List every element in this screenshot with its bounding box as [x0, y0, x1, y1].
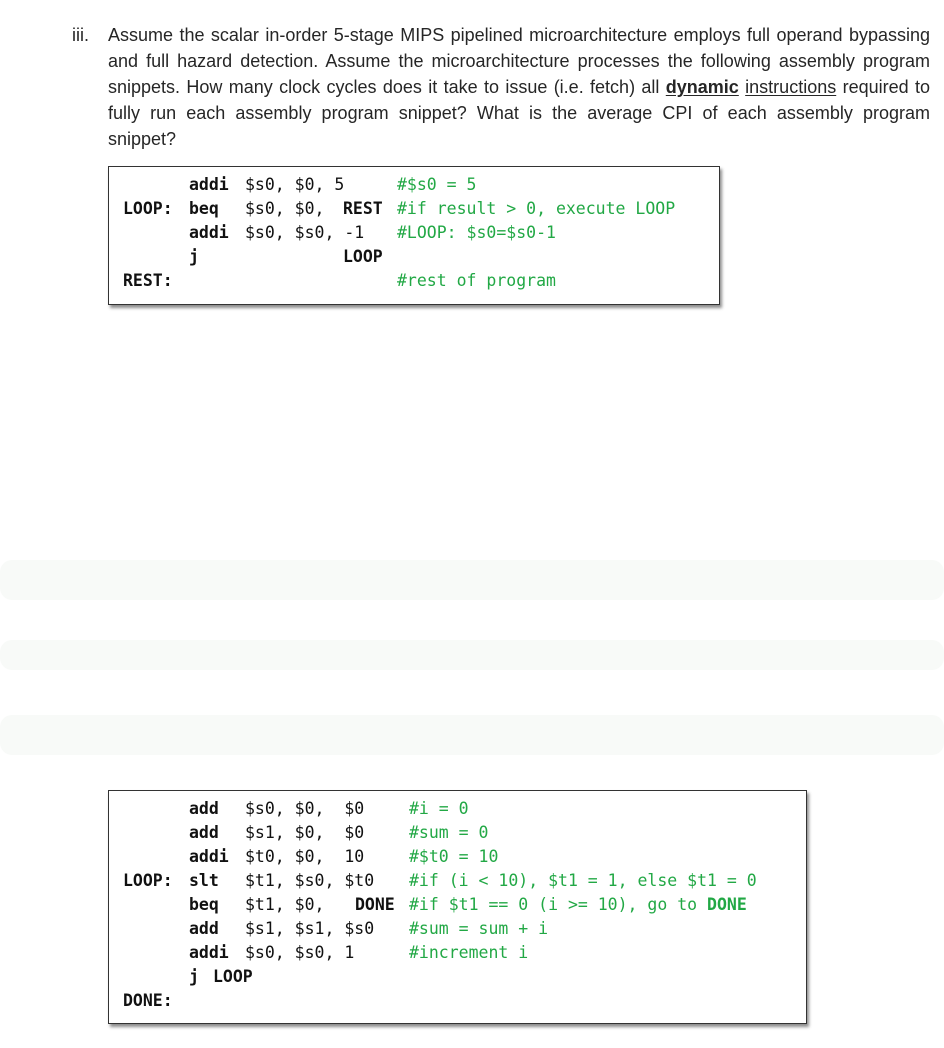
opcode: addi	[189, 175, 229, 194]
opcode: slt	[189, 871, 219, 890]
code-line	[109, 247, 719, 271]
jump-target: LOOP	[343, 247, 383, 266]
operands: $s0, $s0, 1	[245, 943, 355, 962]
opcode: addi	[189, 223, 229, 242]
comment: #if result > 0, execute LOOP	[397, 199, 676, 218]
question-block	[72, 22, 930, 152]
comment-target: DONE	[707, 895, 747, 914]
question-text-after: required to fully run each assembly program snippet? What is the average CPI of each assembly program snippet?	[108, 77, 930, 149]
comment: #i = 0	[409, 799, 469, 818]
code-line	[109, 799, 806, 823]
code-line	[109, 847, 806, 871]
underlined-instructions: instructions	[745, 77, 837, 97]
comment	[409, 895, 747, 914]
background-smudge	[0, 715, 944, 755]
code-snippet-2	[108, 790, 807, 1024]
comment: #sum = sum + i	[409, 919, 549, 938]
label: LOOP:	[123, 199, 173, 218]
background-smudge	[0, 640, 944, 670]
question-text-before: Assume the scalar in-order 5-stage MIPS pipelined microarchitecture employs full operand bypassing and full hazard detection. Assume the microarchitecture processes the following assembly program snippets. How many clock cycles does it take to issue (i.e. fetch) all	[108, 25, 930, 97]
opcode: j	[189, 247, 199, 266]
label: REST:	[123, 271, 173, 290]
code-line	[109, 871, 806, 895]
operands: $s0, $0,	[245, 199, 335, 218]
code-snippet-1	[108, 166, 720, 305]
branch-target: REST	[343, 199, 383, 218]
opcode: beq	[189, 199, 219, 218]
comment-text: #if $t1 == 0 (i >= 10), go to	[409, 895, 708, 914]
code-line	[109, 175, 719, 199]
code-line	[109, 223, 719, 247]
comment: #$t0 = 10	[409, 847, 499, 866]
code-line	[109, 919, 806, 943]
operands: $s0, $0, 5	[245, 175, 345, 194]
code-line	[109, 895, 806, 919]
code-line	[109, 967, 806, 991]
background-smudge	[0, 560, 944, 600]
operands: $t0, $0, 10	[245, 847, 365, 866]
question-number: iii.	[72, 25, 89, 45]
comment: #rest of program	[397, 271, 556, 290]
comment: #increment i	[409, 943, 529, 962]
opcode: add	[189, 799, 219, 818]
branch-target: DONE	[355, 895, 395, 914]
jump-target: LOOP	[213, 967, 253, 986]
code-line	[109, 199, 719, 223]
opcode: addi	[189, 943, 229, 962]
operands: $t1, $0,	[245, 895, 345, 914]
operands: $s1, $0, $0	[245, 823, 365, 842]
question-text	[108, 22, 930, 152]
opcode: j	[189, 967, 199, 986]
label: DONE:	[123, 991, 173, 1010]
code-line	[109, 991, 806, 1015]
comment: #if (i < 10), $t1 = 1, else $t1 = 0	[409, 871, 757, 890]
underlined-dynamic: dynamic	[665, 77, 739, 97]
operands: $s0, $s0, -1	[245, 223, 365, 242]
comment: #sum = 0	[409, 823, 489, 842]
operands: $s0, $0, $0	[245, 799, 365, 818]
opcode: beq	[189, 895, 219, 914]
opcode: add	[189, 823, 219, 842]
code-line	[109, 943, 806, 967]
comment: #LOOP: $s0=$s0-1	[397, 223, 556, 242]
label: LOOP:	[123, 871, 173, 890]
opcode: add	[189, 919, 219, 938]
code-line	[109, 823, 806, 847]
code-line	[109, 271, 719, 295]
operands: $s1, $s1, $s0	[245, 919, 375, 938]
operands: $t1, $s0, $t0	[245, 871, 375, 890]
opcode: addi	[189, 847, 229, 866]
comment: #$s0 = 5	[397, 175, 477, 194]
